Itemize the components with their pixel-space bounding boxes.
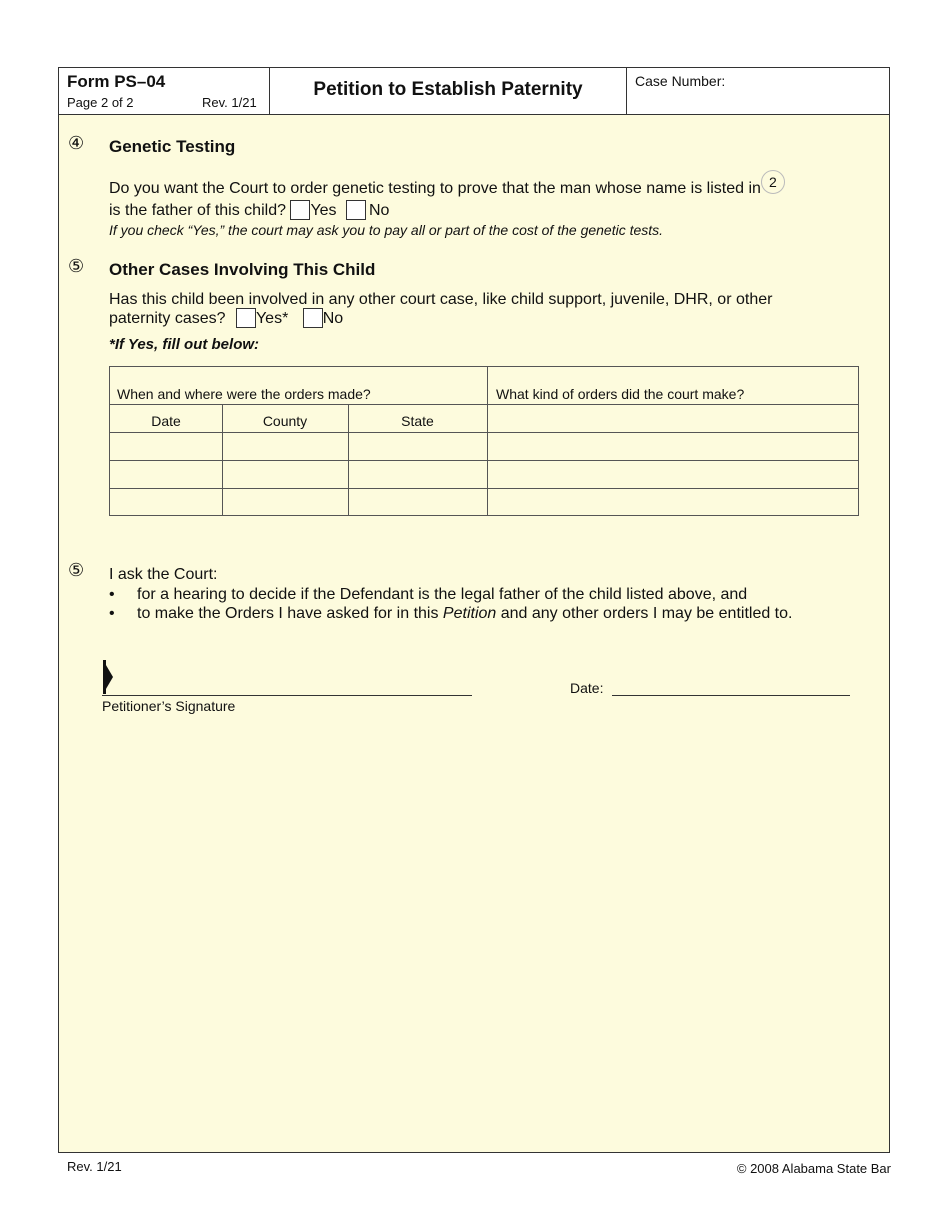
- genetic-question-line2: is the father of this child?: [109, 202, 286, 219]
- genetic-yes-checkbox[interactable]: [290, 200, 310, 220]
- section-number-4: ④: [68, 133, 85, 154]
- section-number-5: ⑤: [68, 256, 85, 277]
- genetic-no-label: No: [369, 202, 390, 219]
- footer-copyright: © 2008 Alabama State Bar: [736, 1161, 891, 1176]
- date-line[interactable]: [612, 695, 850, 696]
- bullet-symbol: •: [109, 605, 115, 622]
- other-cases-question-line2: paternity cases?: [109, 310, 226, 327]
- request-bullet-1-text: for a hearing to decide if the Defendant is the legal father of the child listed above, and: [137, 586, 748, 603]
- other-cases-table: [109, 366, 859, 516]
- genetic-question-line1: Do you want the Court to order genetic testing to prove that the man whose name is listed in: [109, 180, 761, 197]
- form-title: Petition to Establish Paternity: [313, 79, 583, 100]
- request-intro: I ask the Court:: [109, 566, 218, 583]
- reference-circle: 2: [761, 170, 785, 194]
- petition-italic: Petition: [442, 605, 497, 622]
- date-label: Date:: [570, 680, 604, 696]
- case-number-cell[interactable]: [627, 68, 889, 114]
- footer-revision: Rev. 1/21: [67, 1159, 122, 1174]
- genetic-cost-note: If you check “Yes,” the court may ask you to pay all or part of the cost of the genetic tests.: [109, 222, 664, 238]
- request-bullet-2-text: [137, 605, 792, 623]
- table-rule: [110, 488, 858, 489]
- case-number-label: Case Number:: [635, 73, 726, 89]
- petition-form: [58, 67, 890, 1153]
- signature-arrow-icon: [103, 660, 113, 694]
- genetic-testing-title: Genetic Testing: [109, 137, 236, 156]
- form-id-cell: [59, 68, 270, 114]
- county-column-header: County: [262, 413, 308, 429]
- other-cases-question: [109, 291, 772, 328]
- table-rule: [110, 460, 858, 461]
- signature-line[interactable]: [102, 695, 472, 696]
- other-cases-question-line1: Has this child been involved in any other court case, like child support, juvenile, DHR, or other: [109, 291, 773, 308]
- other-cases-yes-checkbox[interactable]: [236, 308, 256, 328]
- other-cases-yes-label: Yes*: [255, 310, 289, 327]
- title-cell: [270, 68, 627, 114]
- other-cases-no-checkbox[interactable]: [303, 308, 323, 328]
- form-code: Form PS–04: [67, 72, 166, 91]
- request-bullet-2-pre: to make the Orders I have asked for in this: [137, 605, 443, 622]
- section-number-request: ⑤: [68, 560, 85, 581]
- page-indicator: Page 2 of 2: [67, 95, 134, 110]
- table-rule: [110, 404, 858, 405]
- other-cases-title: Other Cases Involving This Child: [109, 260, 376, 279]
- request-bullet-1: [109, 586, 748, 604]
- genetic-yes-label: Yes: [310, 202, 337, 219]
- bullet-symbol: •: [109, 586, 115, 603]
- form-header: [59, 68, 889, 115]
- when-where-header: When and where were the orders made?: [117, 386, 371, 402]
- what-kind-header: What kind of orders did the court make?: [496, 386, 745, 402]
- request-bullet-2-post: and any other orders I may be entitled to.: [496, 605, 793, 622]
- signature-label: Petitioner’s Signature: [102, 698, 236, 714]
- table-rule: [110, 432, 858, 433]
- table-divider: [487, 367, 488, 515]
- date-column-header: Date: [151, 413, 181, 429]
- genetic-question: [109, 176, 785, 220]
- fill-out-note: *If Yes, fill out below:: [109, 336, 260, 353]
- revision-label: Rev. 1/21: [202, 95, 257, 110]
- request-bullet-2: [109, 605, 793, 623]
- genetic-no-checkbox[interactable]: [346, 200, 366, 220]
- other-cases-no-label: No: [322, 310, 344, 327]
- state-column-header: State: [401, 413, 434, 429]
